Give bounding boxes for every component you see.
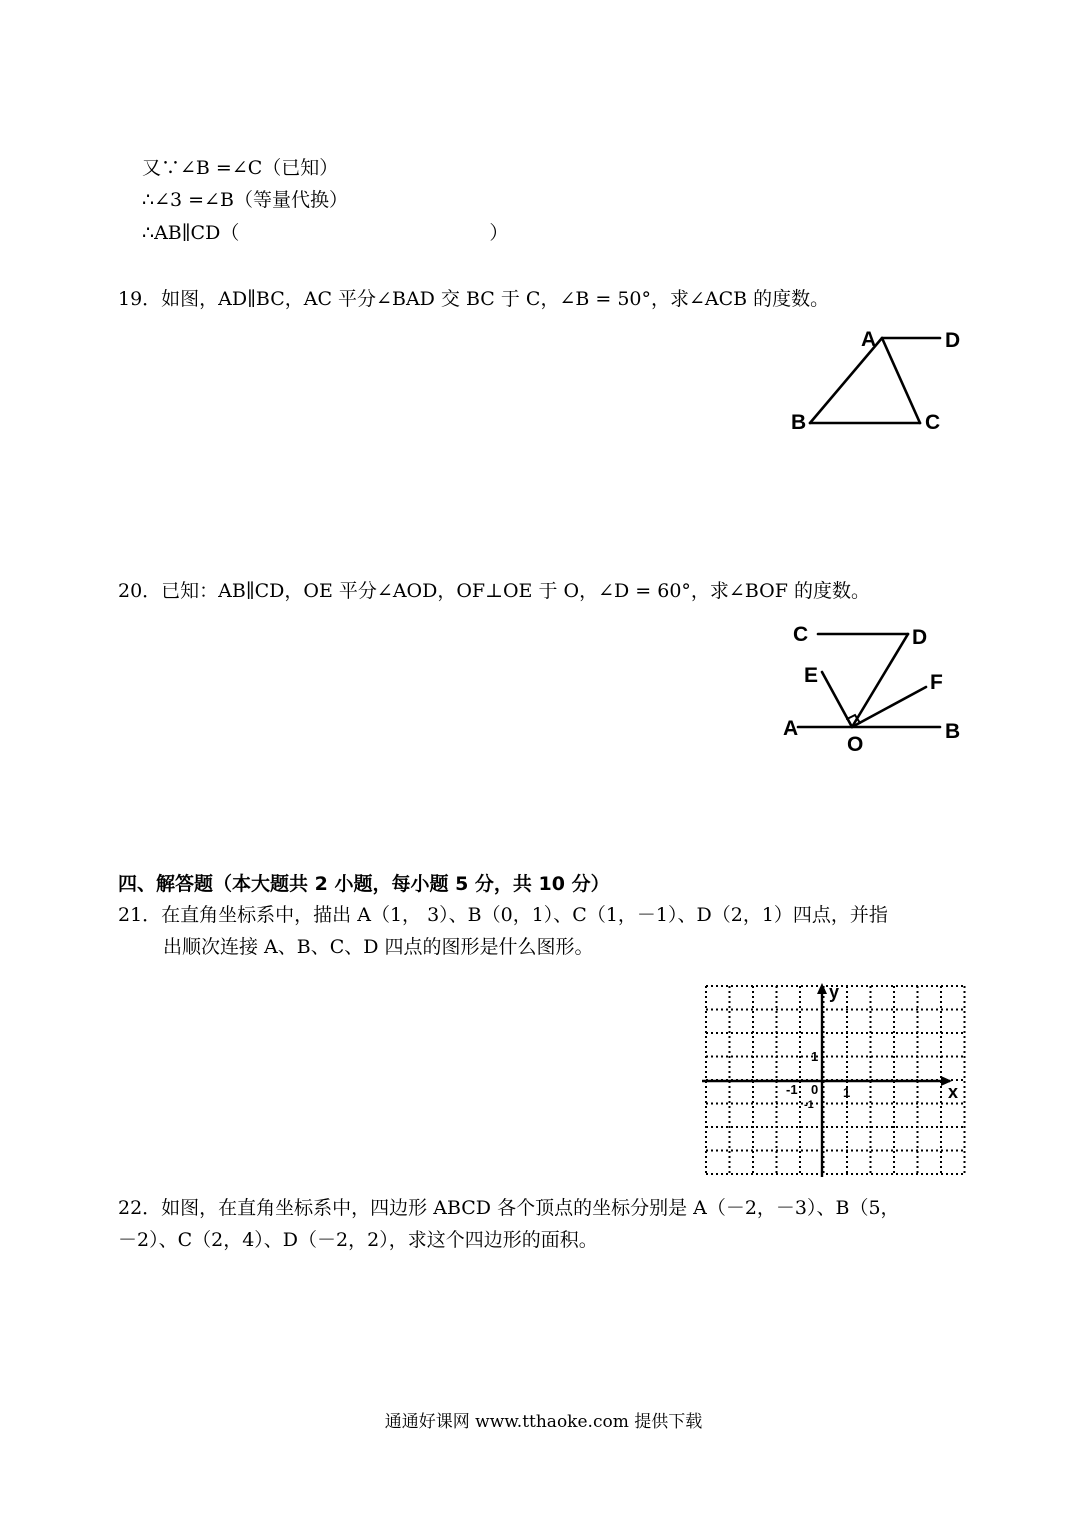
q19-label-B: B [791,411,807,434]
q20-label-A: A [783,717,799,740]
grid-x-tick-neg1: -1 [786,1082,798,1097]
proof-line-3-suffix: ） [489,222,509,244]
q19-label-C: C [925,411,941,434]
grid-x-label: x [948,1082,959,1102]
proof-line-1: 又∵∠B =∠C（已知） [142,157,339,179]
grid-origin-label: 0 [811,1082,819,1097]
question-19-text: 19．如图，AD∥BC，AC 平分∠BAD 交 BC 于 C，∠B = 50°，求∠ACB 的度数。 [118,288,830,310]
grid-y-tick-neg1: -1 [804,1099,814,1111]
proof-line-2: ∴∠3 =∠B（等量代换） [142,189,348,211]
q19-triangle-figure [785,325,975,435]
question-22-line-2: －2）、C（2，4）、D（－2，2），求这个四边形的面积。 [118,1229,598,1251]
q19-label-A: A [861,328,877,351]
q20-parallel-lines-figure [780,615,970,755]
grid-y-label: y [829,982,840,1002]
grid-y-tick-1: 1 [811,1049,819,1064]
question-21-line-1: 21．在直角坐标系中，描出 A（1， 3）、B（0，1）、C（1，－1）、D（2，1）四点，并指 [118,904,888,926]
q20-label-C: C [793,623,809,646]
proof-line-3-prefix: ∴AB∥CD（ [142,222,240,244]
q20-label-E: E [804,664,819,687]
proof-line-3 [142,221,508,245]
q20-label-D: D [912,626,928,649]
q20-label-O: O [847,733,864,755]
q20-label-B: B [945,720,961,743]
section-4-heading: 四、解答题（本大题共 2 小题，每小题 5 分，共 10 分） [118,873,610,895]
grid-x-tick-1: 1 [843,1085,851,1100]
q19-label-D: D [945,329,961,352]
page-footer: 通通好课网 www.tthaoke.com 提供下载 [384,1412,703,1432]
question-20-text: 20．已知：AB∥CD，OE 平分∠AOD，OF⊥OE 于 O，∠D = 60°，求∠BOF 的度数。 [118,580,870,602]
q21-coordinate-grid [700,980,970,1180]
question-22-line-1: 22．如图，在直角坐标系中，四边形 ABCD 各个顶点的坐标分别是 A（－2，－3）、B（5， [118,1197,900,1219]
question-21-line-2: 出顺次连接 A、B、C、D 四点的图形是什么图形。 [163,936,594,958]
q20-label-F: F [930,671,943,694]
